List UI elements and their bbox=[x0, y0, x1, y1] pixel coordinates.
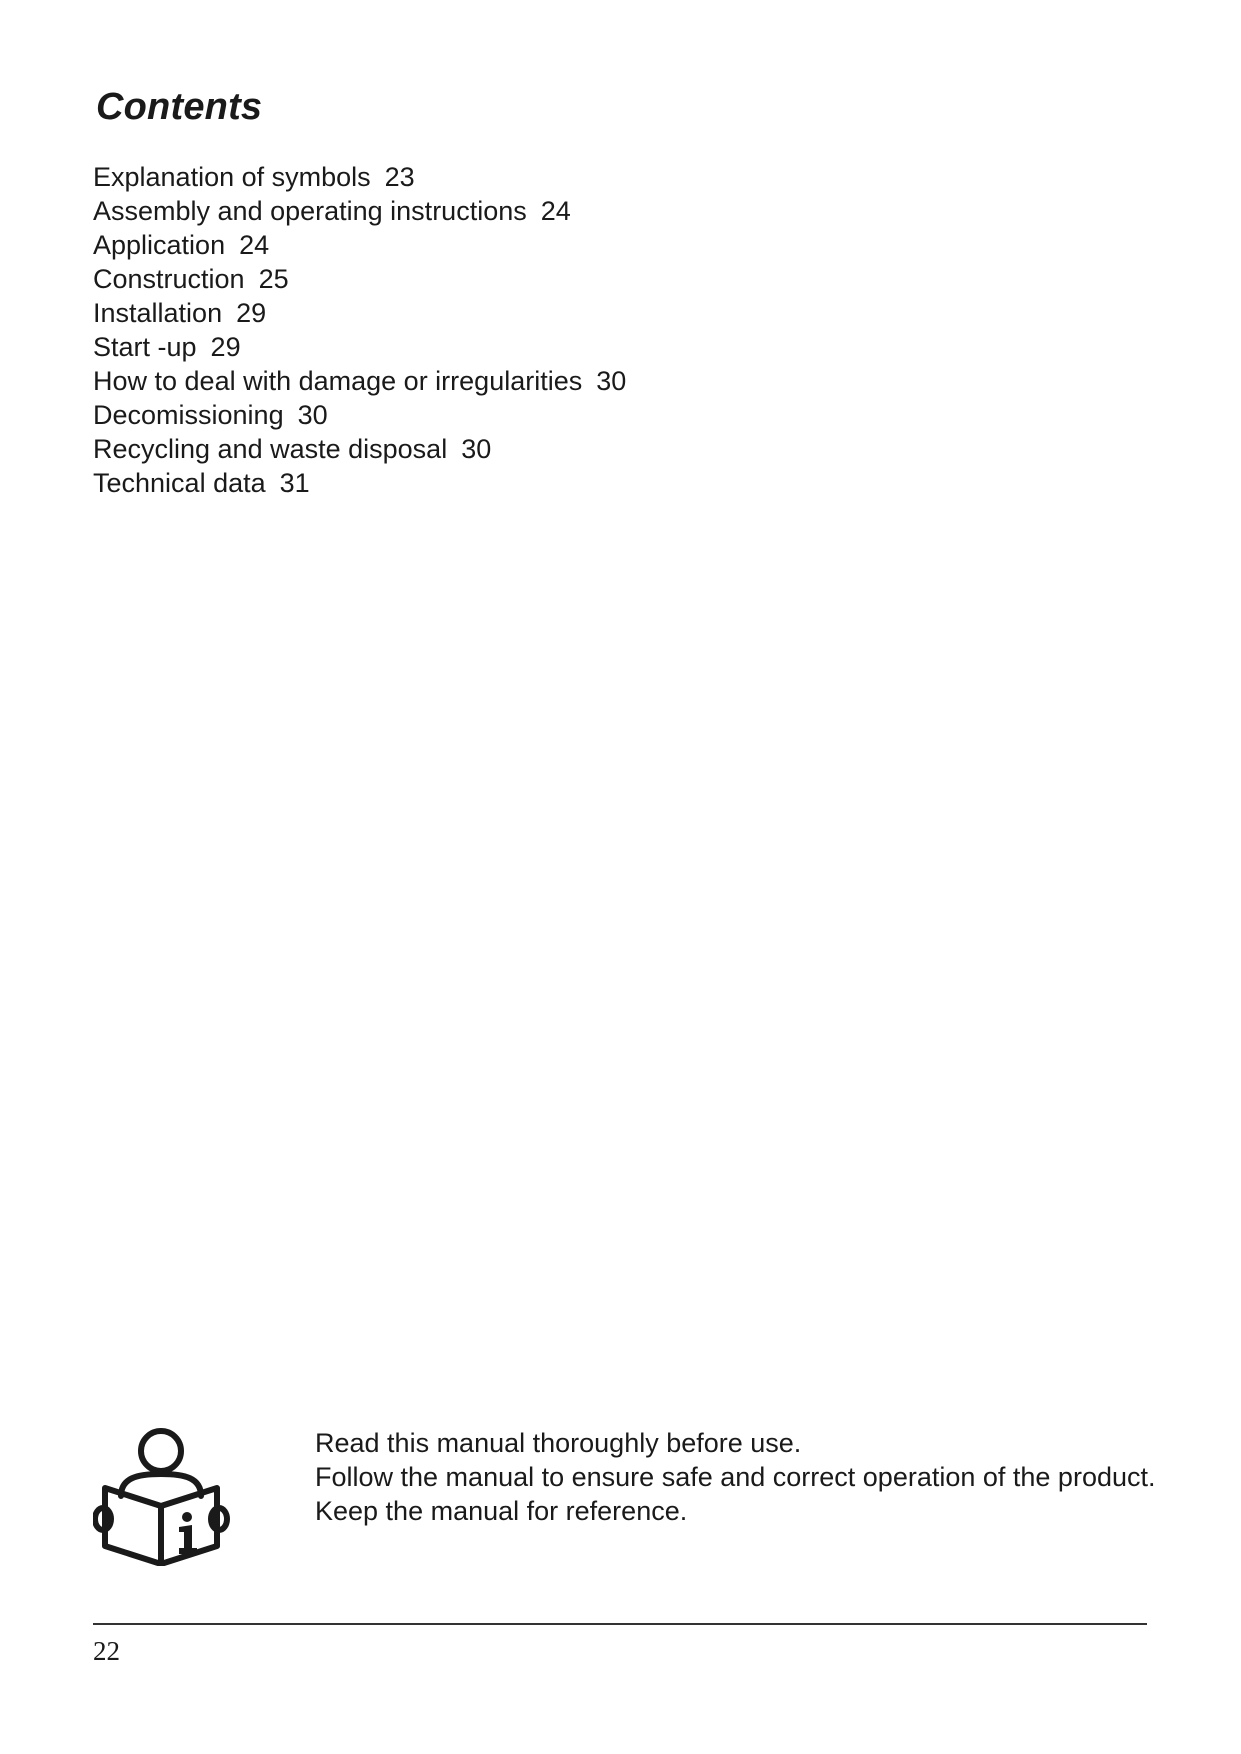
toc-entry-label: Recycling and waste disposal bbox=[93, 434, 448, 464]
toc-entry[interactable] bbox=[93, 228, 626, 262]
toc-entry[interactable] bbox=[93, 364, 626, 398]
read-manual-notice bbox=[93, 1426, 1156, 1576]
read-manual-icon bbox=[93, 1426, 231, 1566]
notice-text bbox=[315, 1426, 1156, 1528]
toc-entry-label: Application bbox=[93, 230, 226, 260]
toc-entry-page: 23 bbox=[384, 162, 415, 192]
toc-entry-page: 29 bbox=[210, 332, 241, 362]
toc-entry-label: How to deal with damage or irregularities bbox=[93, 366, 583, 396]
toc-entry-page: 30 bbox=[297, 400, 328, 430]
toc-entry-page: 30 bbox=[596, 366, 627, 396]
table-of-contents bbox=[93, 160, 626, 500]
toc-entry-label: Start -up bbox=[93, 332, 197, 362]
toc-entry[interactable] bbox=[93, 330, 626, 364]
toc-entry-label: Explanation of symbols bbox=[93, 162, 371, 192]
toc-entry-page: 29 bbox=[236, 298, 267, 328]
toc-entry[interactable] bbox=[93, 160, 626, 194]
page-number: 22 bbox=[93, 1636, 120, 1666]
footer-divider bbox=[93, 1623, 1147, 1625]
toc-entry[interactable] bbox=[93, 398, 626, 432]
toc-entry-page: 25 bbox=[258, 264, 289, 294]
toc-entry-label: Assembly and operating instructions bbox=[93, 196, 527, 226]
toc-entry-label: Technical data bbox=[93, 468, 266, 498]
notice-line: Follow the manual to ensure safe and correct operation of the product. bbox=[315, 1462, 1156, 1492]
toc-entry-page: 24 bbox=[540, 196, 571, 226]
toc-entry[interactable] bbox=[93, 262, 626, 296]
page-title: Contents bbox=[96, 86, 263, 128]
toc-entry-label: Construction bbox=[93, 264, 245, 294]
toc-entry[interactable] bbox=[93, 296, 626, 330]
toc-entry-page: 24 bbox=[239, 230, 270, 260]
toc-entry-page: 30 bbox=[461, 434, 492, 464]
toc-entry-page: 31 bbox=[279, 468, 310, 498]
toc-entry-label: Installation bbox=[93, 298, 223, 328]
notice-line: Keep the manual for reference. bbox=[315, 1496, 688, 1526]
toc-entry[interactable] bbox=[93, 194, 626, 228]
toc-entry[interactable] bbox=[93, 432, 626, 466]
notice-line: Read this manual thoroughly before use. bbox=[315, 1428, 802, 1458]
toc-entry[interactable] bbox=[93, 466, 626, 500]
toc-entry-label: Decomissioning bbox=[93, 400, 284, 430]
